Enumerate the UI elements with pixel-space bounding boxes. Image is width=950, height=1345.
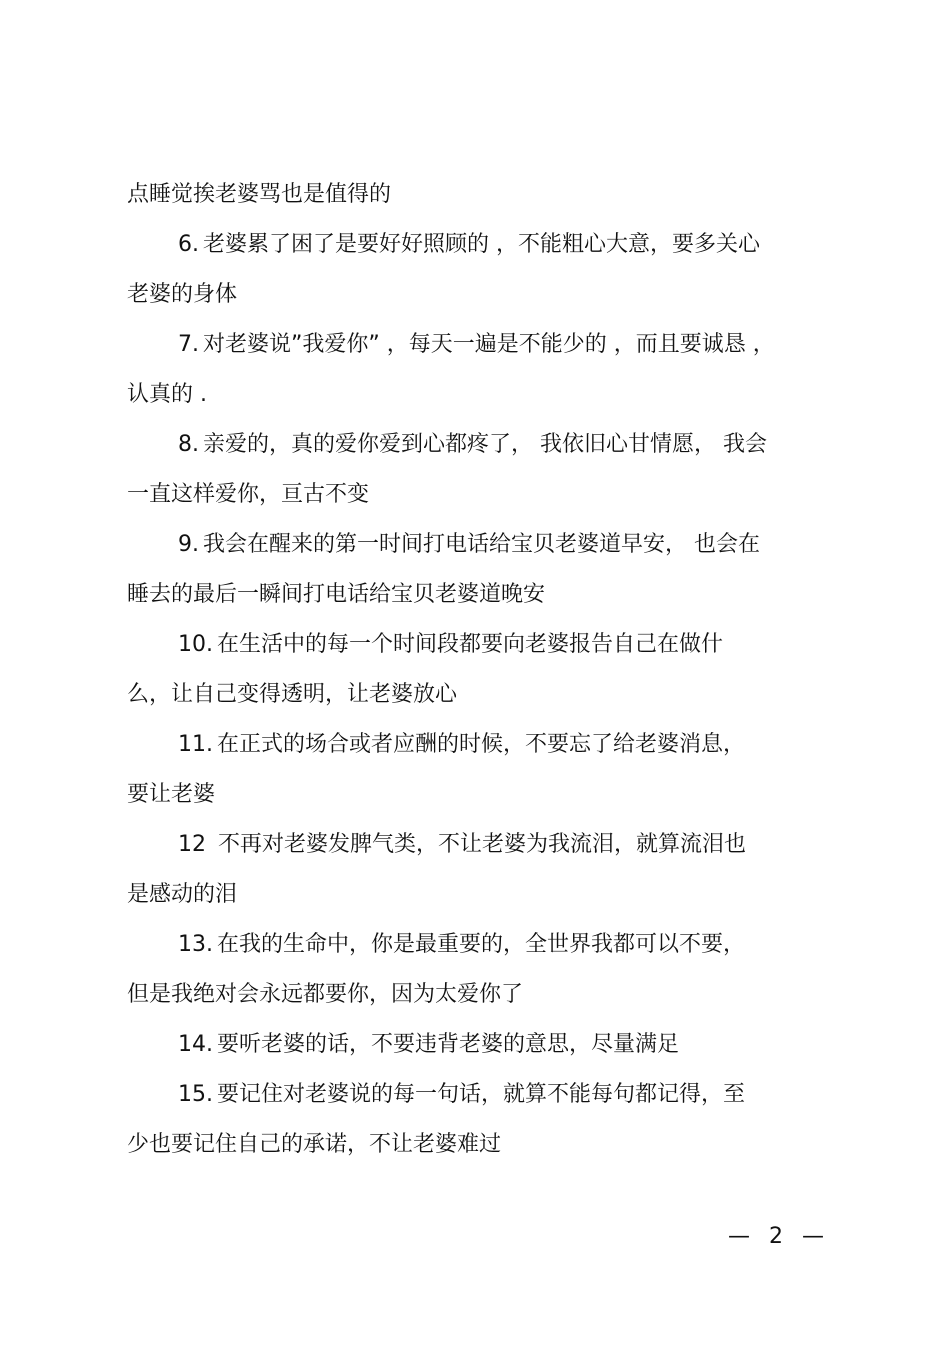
line-text: 一直这样爱你，亘古不变 bbox=[127, 482, 370, 507]
line-text: 老婆累了困了是要好好照顾的 ，不能粗心大意，要多关心 bbox=[203, 232, 760, 257]
list-item-14 bbox=[178, 1030, 679, 1060]
text-line-15 bbox=[127, 880, 237, 910]
line-text: 点睡觉挨老婆骂也是值得的 bbox=[127, 182, 392, 207]
line-text: 是感动的泪 bbox=[127, 882, 238, 907]
item-number: 12 bbox=[178, 832, 206, 857]
item-number: 8. bbox=[178, 432, 199, 457]
text-line-9 bbox=[127, 580, 545, 610]
line-text: 要让老婆 bbox=[127, 782, 216, 807]
list-item-12 bbox=[178, 830, 746, 860]
list-item-10 bbox=[178, 630, 723, 660]
item-number: 7. bbox=[178, 332, 199, 357]
item-number: 15. bbox=[178, 1082, 213, 1107]
line-text: 要记住对老婆说的每一句话，就算不能每句都记得，至 bbox=[217, 1082, 746, 1107]
text-line-20 bbox=[127, 1130, 501, 1160]
line-text: 认真的 . bbox=[127, 382, 207, 407]
line-text: 对老婆说”我爱你” ，每天一遍是不能少的 ，而且要诚恳 ， bbox=[203, 332, 775, 357]
item-number: 13. bbox=[178, 932, 213, 957]
line-text: 不再对老婆发脾气类，不让老婆为我流泪，就算流泪也 bbox=[218, 832, 747, 857]
item-number: 11. bbox=[178, 732, 213, 757]
text-line-17 bbox=[127, 980, 523, 1010]
line-text: 在我的生命中，你是最重要的，全世界我都可以不要， bbox=[217, 932, 746, 957]
page-number: — 2 — bbox=[728, 1224, 830, 1249]
list-item-13 bbox=[178, 930, 745, 960]
item-number: 6. bbox=[178, 232, 199, 257]
item-number: 9. bbox=[178, 532, 199, 557]
line-text: 么，让自己变得透明，让老婆放心 bbox=[127, 682, 458, 707]
item-number: 10. bbox=[178, 632, 213, 657]
list-item-11 bbox=[178, 730, 745, 760]
line-text: 少也要记住自己的承诺，不让老婆难过 bbox=[127, 1132, 502, 1157]
text-line-3 bbox=[127, 280, 237, 310]
text-line-7 bbox=[127, 480, 369, 510]
line-text: 亲爱的，真的爱你爱到心都疼了， 我依旧心甘情愿， 我会 bbox=[203, 432, 767, 457]
line-text: 睡去的最后一瞬间打电话给宝贝老婆道晚安 bbox=[127, 582, 546, 607]
list-item-15 bbox=[178, 1080, 745, 1110]
list-item-8 bbox=[178, 430, 767, 460]
text-line-5 bbox=[127, 380, 207, 410]
line-text: 在生活中的每一个时间段都要向老婆报告自己在做什 bbox=[217, 632, 724, 657]
list-item-9 bbox=[178, 530, 760, 560]
text-line-1 bbox=[127, 180, 391, 210]
line-text: 我会在醒来的第一时间打电话给宝贝老婆道早安， 也会在 bbox=[203, 532, 760, 557]
list-item-7 bbox=[178, 330, 775, 360]
text-line-13 bbox=[127, 780, 215, 810]
text-line-11 bbox=[127, 680, 457, 710]
list-item-6 bbox=[178, 230, 760, 260]
item-number: 14. bbox=[178, 1032, 213, 1057]
line-text: 要听老婆的话，不要违背老婆的意思，尽量满足 bbox=[217, 1032, 680, 1057]
line-text: 在正式的场合或者应酬的时候，不要忘了给老婆消息， bbox=[217, 732, 746, 757]
line-text: 老婆的身体 bbox=[127, 282, 238, 307]
line-text: 但是我绝对会永远都要你，因为太爱你了 bbox=[127, 982, 524, 1007]
